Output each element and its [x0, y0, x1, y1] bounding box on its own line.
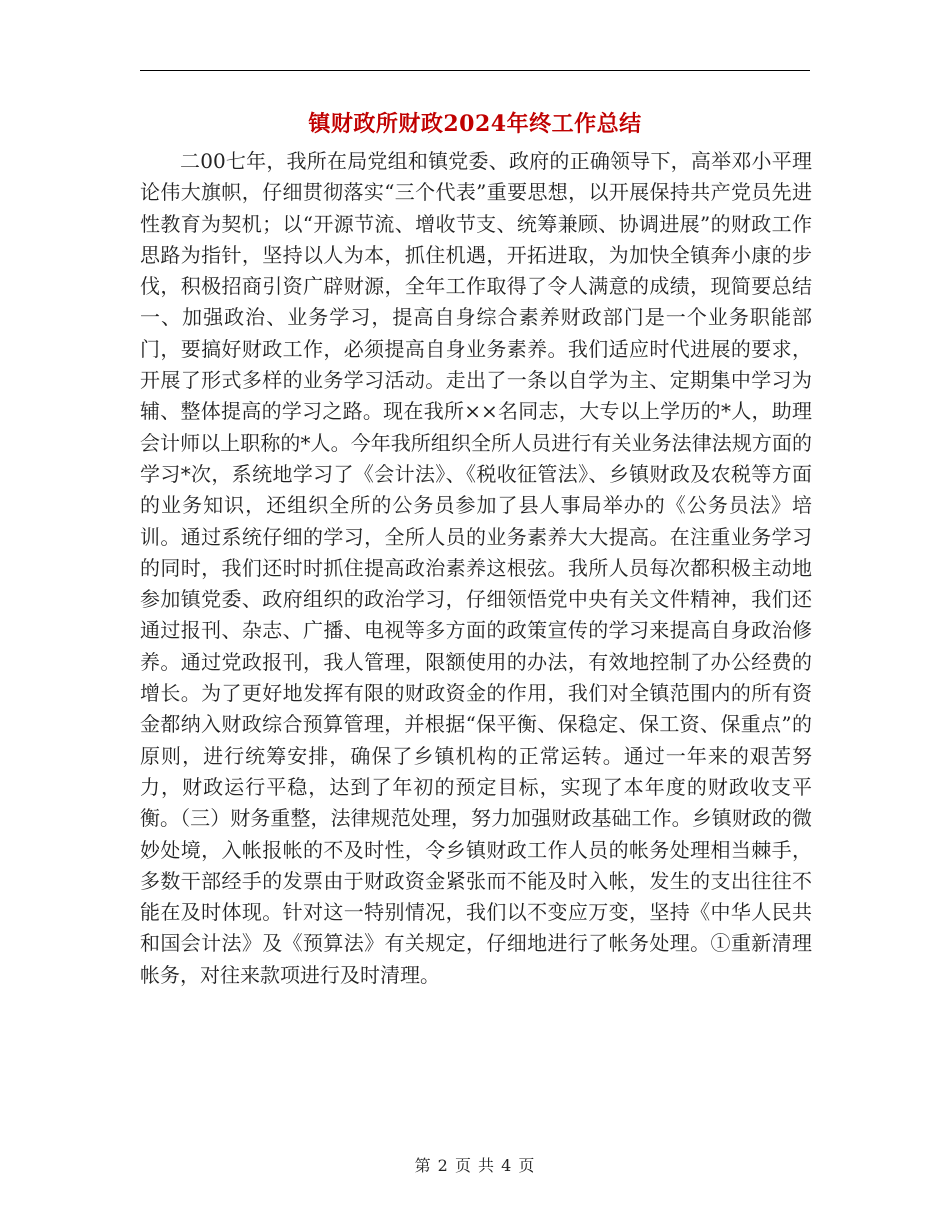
- body-paragraph: 二00七年，我所在局党组和镇党委、政府的正确领导下，高举邓小平理论伟大旗帜，仔细贯彻落实“三个代表”重要思想，以开展保持共产党员先进性教育为契机；以“开源节流、增收节支、统筹兼顾、协调进展”的财政工作思路为指针，坚持以人为本，抓住机遇，开拓进取，为加快全镇奔小康的步伐，积极招商引资广辟财源，全年工作取得了令人满意的成绩，现简要总结一、加强政治、业务学习，提高自身综合素养财政部门是一个业务职能部门，要搞好财政工作，必须提高自身业务素养。我们适应时代进展的要求，开展了形式多样的业务学习活动。走出了一条以自学为主、定期集中学习为辅、整体提高的学习之路。现在我所××名同志，大专以上学历的*人，助理会计师以上职称的*人。今年我所组织全所人员进行有关业务法律法规方面的学习*次，系统地学习了《会计法》、《税收征管法》、乡镇财政及农税等方面的业务知识，还组织全所的公务员参加了县人事局举办的《公务员法》培训。通过系统仔细的学习，全所人员的业务素养大大提高。在注重业务学习的同时，我们还时时抓住提高政治素养这根弦。我所人员每次都积极主动地参加镇党委、政府组织的政治学习，仔细领悟党中央有关文件精神，我们还通过报刊、杂志、广播、电视等多方面的政策宣传的学习来提高自身政治修养。通过党政报刊，我人管理，限额使用的办法，有效地控制了办公经费的增长。为了更好地发挥有限的财政资金的作用，我们对全镇范围内的所有资金都纳入财政综合预算管理，并根据“保平衡、保稳定、保工资、保重点”的原则，进行统筹安排，确保了乡镇机构的正常运转。通过一年来的艰苦努力，财政运行平稳，达到了年初的预定目标，实现了本年度的财政收支平衡。（三）财务重整，法律规范处理，努力加强财政基础工作。乡镇财政的微妙处境，入帐报帐的不及时性，令乡镇财政工作人员的帐务处理相当棘手，多数干部经手的发票由于财政资金紧张而不能及时入帐，发生的支出往往不能在及时体现。针对这一特别情况，我们以不变应万变，坚持《中华人民共和国会计法》及《预算法》有关规定，仔细地进行了帐务处理。①重新清理帐务，对往来款项进行及时清理。: [140, 149, 812, 987]
- header-rule: [140, 70, 810, 71]
- page-number-footer: 第 2 页 共 4 页: [414, 1156, 536, 1175]
- document-title: 镇财政所财政2024年终工作总结: [308, 111, 642, 137]
